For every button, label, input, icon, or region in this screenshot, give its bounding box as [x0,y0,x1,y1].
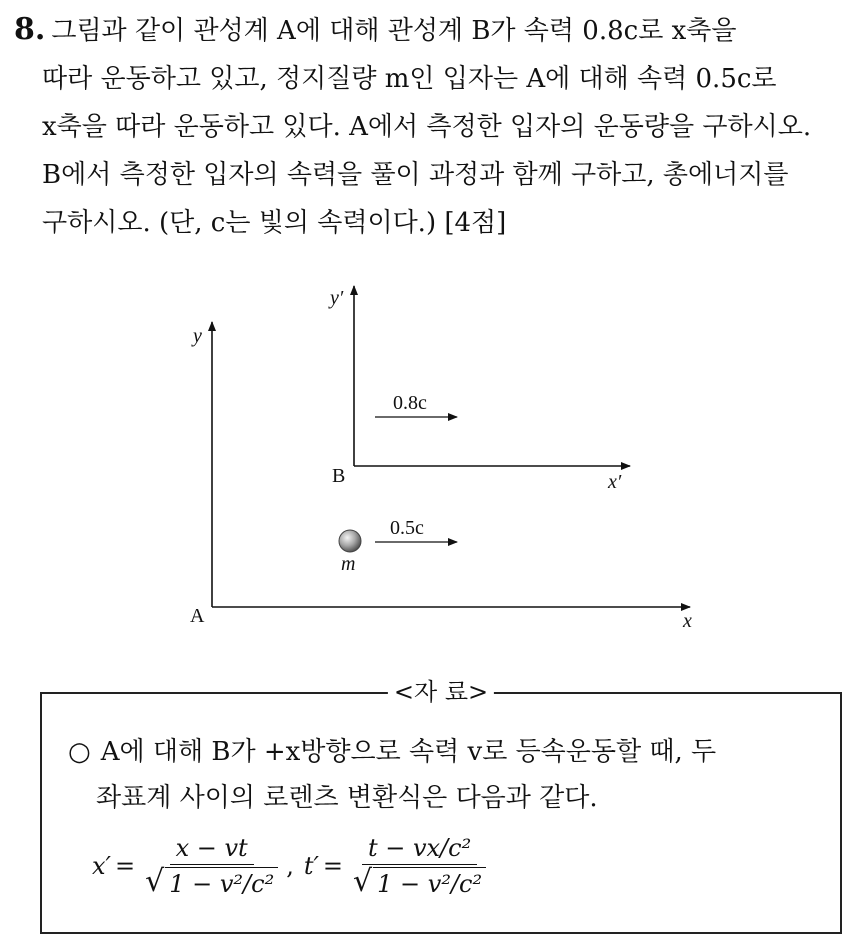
formula-t-prime: t′ [303,852,319,880]
data-box-line-2: 좌표계 사이의 로렌츠 변환식은 다음과 같다. [96,783,598,813]
question-line-1-text: 그림과 같이 관성계 A에 대해 관성계 B가 속력 0.8c로 x축을 [51,16,737,46]
frame-a-x-label: x [683,610,692,632]
frame-b-y-label: y′ [330,287,344,309]
formula-radicand-x: 1 − v²/c² [165,867,278,898]
particle-mass-label: m [341,553,356,575]
formula-separator: , [286,852,294,880]
particle-velocity-label: 0.5c [390,517,424,539]
radical-icon: √ [145,864,165,899]
question-line-4: B에서 측정한 입자의 속력을 풀이 과정과 함께 구하고, 총에너지를 [42,160,789,190]
particle-ball [339,530,361,552]
question-number: 8. [14,12,46,47]
formula-denominator-x [145,865,278,898]
figure-svg [0,270,863,650]
question-line-5: 구하시오. (단, c는 빛의 속력이다.) [4점] [42,208,507,238]
question-line-3: x축을 따라 운동하고 있다. A에서 측정한 입자의 운동량을 구하시오. [42,112,812,142]
data-box-line-1 [68,732,716,772]
reference-frames-figure [0,270,863,650]
frame-a-origin-label: A [190,605,205,627]
formula-numerator-t: t − vx/c² [362,834,477,865]
lorentz-transformation-formula [92,834,492,898]
formula-x-prime: x′ [92,852,111,880]
data-box-line-1-text: A에 대해 B가 +x방향으로 속력 v로 등속운동할 때, 두 [100,737,717,767]
formula-equals-2: = [322,852,344,880]
formula-denominator-t [353,865,486,898]
question-text [14,6,854,247]
formula-radicand-t: 1 − v²/c² [373,867,486,898]
question-line-2: 따라 운동하고 있고, 정지질량 m인 입자는 A에 대해 속력 0.5c로 [42,64,777,94]
formula-equals-1: = [114,852,136,880]
formula-numerator-x: x − vt [170,834,254,865]
formula-fraction-x [145,834,278,898]
question-line-1 [14,6,854,55]
frame-a-y-label: y [193,325,202,347]
data-box-title: <자 료> [388,677,494,707]
frame-b-velocity-label: 0.8c [393,392,427,414]
bullet-circle: ○ [68,737,91,767]
reference-data-box [40,678,842,934]
frame-b-origin-label: B [332,465,346,487]
formula-fraction-t [353,834,486,898]
radical-icon: √ [353,864,373,899]
frame-b-x-label: x′ [608,471,622,493]
